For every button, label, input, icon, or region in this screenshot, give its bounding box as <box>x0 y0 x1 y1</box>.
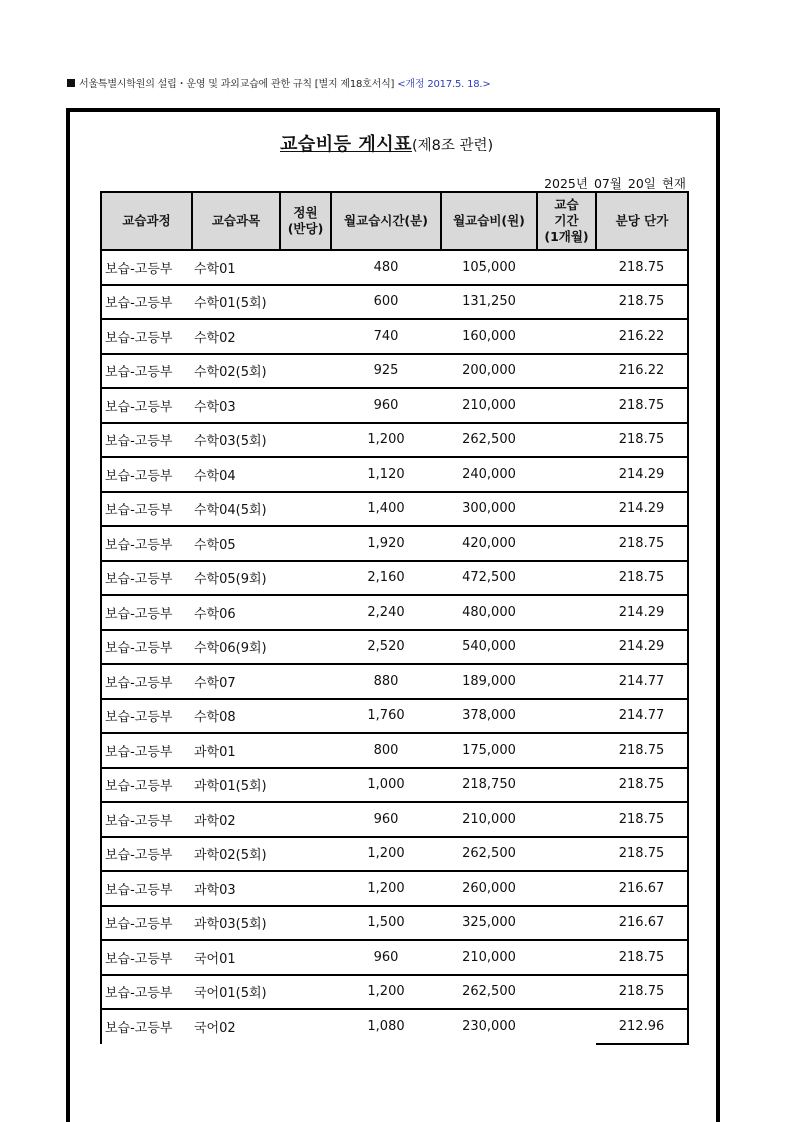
cell-monthly-minutes: 740 <box>331 319 441 354</box>
cell-subject: 수학03(5회) <box>192 423 280 458</box>
table-row <box>101 250 688 285</box>
cell-monthly-fee: 325,000 <box>441 906 537 941</box>
cell-course: 보습-고등부 <box>101 423 192 458</box>
header-period-line1: 교습 <box>554 197 579 212</box>
cell-monthly-fee: 105,000 <box>441 250 537 285</box>
cell-monthly-minutes: 1,080 <box>331 1009 441 1044</box>
cell-course: 보습-고등부 <box>101 1009 192 1044</box>
cell-unit-price: 214.77 <box>596 664 688 699</box>
table-row <box>101 940 688 975</box>
cell-monthly-minutes: 2,240 <box>331 595 441 630</box>
table-row <box>101 906 688 941</box>
cell-period <box>537 1009 596 1044</box>
cell-period <box>537 250 596 285</box>
cell-monthly-minutes: 1,500 <box>331 906 441 941</box>
cell-period <box>537 664 596 699</box>
cell-unit-price: 218.75 <box>596 388 688 423</box>
table-row <box>101 733 688 768</box>
cell-course: 보습-고등부 <box>101 250 192 285</box>
cell-subject: 수학04 <box>192 457 280 492</box>
form-reference-text: 서울특별시학원의 설립・운영 및 과외교습에 관한 규칙 [별지 제18호서식] <box>79 79 395 90</box>
table-row <box>101 802 688 837</box>
cell-subject: 과학02(5회) <box>192 837 280 872</box>
cell-unit-price: 214.77 <box>596 699 688 734</box>
cell-monthly-fee: 175,000 <box>441 733 537 768</box>
cell-monthly-fee: 218,750 <box>441 768 537 803</box>
cell-subject: 수학02(5회) <box>192 354 280 389</box>
cell-course: 보습-고등부 <box>101 354 192 389</box>
cell-monthly-fee: 262,500 <box>441 423 537 458</box>
cell-course: 보습-고등부 <box>101 285 192 320</box>
cell-monthly-minutes: 925 <box>331 354 441 389</box>
form-reference-note <box>67 75 491 90</box>
cell-subject: 수학01 <box>192 250 280 285</box>
table-row <box>101 699 688 734</box>
cell-monthly-minutes: 960 <box>331 802 441 837</box>
cell-capacity <box>280 630 331 665</box>
cell-unit-price: 218.75 <box>596 561 688 596</box>
cell-monthly-fee: 262,500 <box>441 975 537 1010</box>
cell-course: 보습-고등부 <box>101 802 192 837</box>
cell-monthly-minutes: 1,120 <box>331 457 441 492</box>
cell-subject: 수학06 <box>192 595 280 630</box>
cell-period <box>537 354 596 389</box>
header-subject: 교습과목 <box>192 192 280 250</box>
cell-monthly-fee: 378,000 <box>441 699 537 734</box>
cell-monthly-minutes: 1,200 <box>331 423 441 458</box>
cell-monthly-fee: 240,000 <box>441 457 537 492</box>
cell-capacity <box>280 250 331 285</box>
table-row <box>101 423 688 458</box>
table-row <box>101 285 688 320</box>
cell-monthly-minutes: 1,000 <box>331 768 441 803</box>
cell-capacity <box>280 768 331 803</box>
cell-period <box>537 388 596 423</box>
header-period <box>537 192 596 250</box>
square-bullet-icon <box>67 79 75 87</box>
cell-capacity <box>280 457 331 492</box>
table-body <box>101 250 688 1044</box>
cell-monthly-fee: 230,000 <box>441 1009 537 1044</box>
cell-monthly-minutes: 1,200 <box>331 837 441 872</box>
cell-monthly-minutes: 1,200 <box>331 975 441 1010</box>
header-course: 교습과정 <box>101 192 192 250</box>
cell-unit-price: 216.22 <box>596 319 688 354</box>
cell-monthly-fee: 420,000 <box>441 526 537 561</box>
cell-unit-price: 216.67 <box>596 871 688 906</box>
cell-course: 보습-고등부 <box>101 457 192 492</box>
cell-capacity <box>280 492 331 527</box>
cell-unit-price: 218.75 <box>596 940 688 975</box>
cell-course: 보습-고등부 <box>101 837 192 872</box>
cell-period <box>537 871 596 906</box>
tuition-fee-table <box>100 191 689 1045</box>
cell-unit-price: 218.75 <box>596 733 688 768</box>
table-row <box>101 388 688 423</box>
cell-subject: 과학01(5회) <box>192 768 280 803</box>
cell-subject: 수학04(5회) <box>192 492 280 527</box>
cell-unit-price: 218.75 <box>596 975 688 1010</box>
cell-monthly-fee: 189,000 <box>441 664 537 699</box>
cell-course: 보습-고등부 <box>101 319 192 354</box>
cell-capacity <box>280 319 331 354</box>
cell-capacity <box>280 285 331 320</box>
cell-course: 보습-고등부 <box>101 768 192 803</box>
table-row <box>101 975 688 1010</box>
table-header-row <box>101 192 688 250</box>
cell-capacity <box>280 354 331 389</box>
cell-period <box>537 492 596 527</box>
cell-subject: 국어01(5회) <box>192 975 280 1010</box>
cell-unit-price: 214.29 <box>596 630 688 665</box>
cell-period <box>537 768 596 803</box>
cell-monthly-minutes: 480 <box>331 250 441 285</box>
cell-period <box>537 837 596 872</box>
table-row <box>101 871 688 906</box>
header-capacity-line2: (반당) <box>287 221 324 236</box>
revision-date: <개정 2017.5. 18.> <box>397 79 491 90</box>
cell-monthly-minutes: 1,200 <box>331 871 441 906</box>
cell-period <box>537 630 596 665</box>
cell-course: 보습-고등부 <box>101 906 192 941</box>
cell-course: 보습-고등부 <box>101 561 192 596</box>
cell-subject: 수학06(9회) <box>192 630 280 665</box>
cell-unit-price: 218.75 <box>596 250 688 285</box>
cell-monthly-fee: 131,250 <box>441 285 537 320</box>
page-title <box>280 130 493 156</box>
header-unit-price: 분당 단가 <box>596 192 688 250</box>
cell-monthly-fee: 472,500 <box>441 561 537 596</box>
cell-unit-price: 218.75 <box>596 285 688 320</box>
cell-subject: 수학07 <box>192 664 280 699</box>
cell-capacity <box>280 526 331 561</box>
table-row <box>101 561 688 596</box>
cell-period <box>537 319 596 354</box>
cell-course: 보습-고등부 <box>101 733 192 768</box>
cell-period <box>537 423 596 458</box>
cell-period <box>537 457 596 492</box>
cell-subject: 과학03 <box>192 871 280 906</box>
cell-subject: 수학03 <box>192 388 280 423</box>
cell-monthly-fee: 210,000 <box>441 802 537 837</box>
cell-monthly-minutes: 960 <box>331 388 441 423</box>
table-row <box>101 768 688 803</box>
cell-course: 보습-고등부 <box>101 871 192 906</box>
cell-period <box>537 906 596 941</box>
cell-period <box>537 699 596 734</box>
cell-subject: 수학05(9회) <box>192 561 280 596</box>
table-row <box>101 354 688 389</box>
cell-unit-price: 218.75 <box>596 768 688 803</box>
cell-unit-price: 214.29 <box>596 457 688 492</box>
cell-capacity <box>280 699 331 734</box>
cell-course: 보습-고등부 <box>101 975 192 1010</box>
cell-monthly-fee: 160,000 <box>441 319 537 354</box>
cell-monthly-fee: 200,000 <box>441 354 537 389</box>
cell-subject: 과학01 <box>192 733 280 768</box>
cell-monthly-fee: 210,000 <box>441 940 537 975</box>
cell-unit-price: 218.75 <box>596 837 688 872</box>
cell-course: 보습-고등부 <box>101 630 192 665</box>
cell-monthly-minutes: 1,920 <box>331 526 441 561</box>
table-row <box>101 837 688 872</box>
cell-period <box>537 561 596 596</box>
table-row <box>101 492 688 527</box>
cell-period <box>537 595 596 630</box>
cell-capacity <box>280 871 331 906</box>
header-capacity <box>280 192 331 250</box>
cell-unit-price: 218.75 <box>596 802 688 837</box>
cell-unit-price: 212.96 <box>596 1009 688 1044</box>
table-row <box>101 457 688 492</box>
table-row <box>101 319 688 354</box>
cell-subject: 과학02 <box>192 802 280 837</box>
cell-monthly-minutes: 2,160 <box>331 561 441 596</box>
cell-course: 보습-고등부 <box>101 388 192 423</box>
cell-capacity <box>280 423 331 458</box>
cell-course: 보습-고등부 <box>101 699 192 734</box>
cell-subject: 국어02 <box>192 1009 280 1044</box>
cell-capacity <box>280 664 331 699</box>
cell-unit-price: 214.29 <box>596 492 688 527</box>
table-row <box>101 595 688 630</box>
cell-capacity <box>280 595 331 630</box>
cell-monthly-fee: 260,000 <box>441 871 537 906</box>
cell-course: 보습-고등부 <box>101 492 192 527</box>
header-monthly-fee: 월교습비(원) <box>441 192 537 250</box>
table-row <box>101 1009 688 1044</box>
cell-monthly-minutes: 2,520 <box>331 630 441 665</box>
table-row <box>101 664 688 699</box>
title-main: 교습비등 게시표 <box>280 134 412 155</box>
cell-monthly-minutes: 1,400 <box>331 492 441 527</box>
cell-unit-price: 218.75 <box>596 423 688 458</box>
cell-monthly-minutes: 600 <box>331 285 441 320</box>
cell-capacity <box>280 802 331 837</box>
cell-period <box>537 802 596 837</box>
cell-capacity <box>280 733 331 768</box>
cell-course: 보습-고등부 <box>101 595 192 630</box>
cell-capacity <box>280 1009 331 1044</box>
table-row <box>101 630 688 665</box>
cell-subject: 수학01(5회) <box>192 285 280 320</box>
cell-course: 보습-고등부 <box>101 526 192 561</box>
header-period-line3: (1개월) <box>544 229 589 244</box>
cell-subject: 과학03(5회) <box>192 906 280 941</box>
cell-period <box>537 733 596 768</box>
as-of-date: 2025년 07월 20일 현재 <box>544 176 686 191</box>
cell-capacity <box>280 837 331 872</box>
cell-capacity <box>280 561 331 596</box>
cell-subject: 수학02 <box>192 319 280 354</box>
cell-monthly-minutes: 960 <box>331 940 441 975</box>
cell-capacity <box>280 940 331 975</box>
cell-monthly-minutes: 1,760 <box>331 699 441 734</box>
cell-period <box>537 940 596 975</box>
cell-period <box>537 975 596 1010</box>
cell-course: 보습-고등부 <box>101 664 192 699</box>
cell-capacity <box>280 906 331 941</box>
cell-monthly-fee: 480,000 <box>441 595 537 630</box>
cell-course: 보습-고등부 <box>101 940 192 975</box>
cell-unit-price: 214.29 <box>596 595 688 630</box>
cell-monthly-fee: 540,000 <box>441 630 537 665</box>
cell-unit-price: 216.67 <box>596 906 688 941</box>
cell-monthly-fee: 262,500 <box>441 837 537 872</box>
header-capacity-line1: 정원 <box>293 205 318 220</box>
cell-subject: 국어01 <box>192 940 280 975</box>
cell-monthly-fee: 210,000 <box>441 388 537 423</box>
header-monthly-minutes: 월교습시간(분) <box>331 192 441 250</box>
cell-subject: 수학05 <box>192 526 280 561</box>
cell-period <box>537 526 596 561</box>
cell-unit-price: 216.22 <box>596 354 688 389</box>
header-period-line2: 기간 <box>554 213 579 228</box>
cell-capacity <box>280 388 331 423</box>
cell-monthly-fee: 300,000 <box>441 492 537 527</box>
table-row <box>101 526 688 561</box>
cell-period <box>537 285 596 320</box>
cell-monthly-minutes: 800 <box>331 733 441 768</box>
cell-monthly-minutes: 880 <box>331 664 441 699</box>
title-sub: (제8조 관련) <box>411 138 494 154</box>
cell-unit-price: 218.75 <box>596 526 688 561</box>
cell-subject: 수학08 <box>192 699 280 734</box>
cell-capacity <box>280 975 331 1010</box>
